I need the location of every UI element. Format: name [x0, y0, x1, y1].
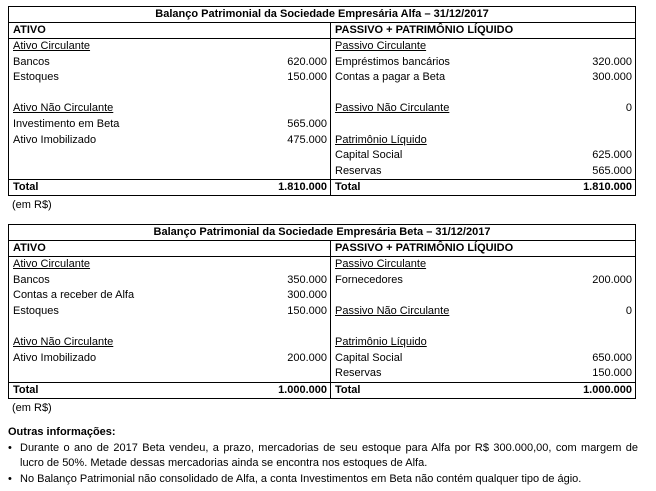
beta-passivo-nc-value: 0: [625, 304, 632, 317]
bullet-icon: •: [8, 472, 12, 485]
beta-fornecedores-value: 200.000: [592, 273, 632, 286]
alfa-emprestimos-row: [331, 55, 635, 71]
alfa-pl-label: Patrimônio Líquido: [335, 133, 427, 146]
alfa-reservas-label: Reservas: [335, 164, 382, 177]
alfa-title: Balanço Patrimonial da Sociedade Empresária Alfa – 31/12/2017: [9, 7, 635, 23]
beta-total-passivo-value: 1.000.000: [583, 383, 632, 396]
beta-capital-row: [331, 351, 635, 367]
beta-capital-label: Capital Social: [335, 351, 403, 364]
alfa-total-ativo-label: Total: [13, 181, 39, 194]
beta-contas-receber-value: 300.000: [287, 289, 327, 302]
alfa-total-row: [9, 179, 635, 195]
alfa-estoques-row: [9, 70, 330, 86]
alfa-capital-value: 625.000: [592, 149, 632, 162]
beta-contas-receber-row: [9, 288, 330, 304]
alfa-passivo-header: PASSIVO + PATRIMÔNIO LÍQUIDO: [335, 24, 514, 36]
alfa-investimento-label: Investimento em Beta: [13, 117, 120, 130]
alfa-contas-pagar-label: Contas a pagar a Beta: [335, 71, 446, 84]
balance-sheet-beta: [8, 224, 636, 399]
beta-reservas-label: Reservas: [335, 367, 382, 380]
alfa-bancos-label: Bancos: [13, 55, 50, 68]
alfa-total-passivo-label: Total: [335, 181, 361, 194]
beta-pl-label: Patrimônio Líquido: [335, 335, 427, 348]
beta-total-row: [9, 382, 635, 398]
alfa-passivo-column: [331, 39, 635, 179]
beta-fornecedores-label: Fornecedores: [335, 273, 403, 286]
alfa-capital-row: [331, 148, 635, 164]
bullet-icon: •: [8, 441, 12, 454]
alfa-passivo-circulante-label: Passivo Circulante: [335, 40, 427, 52]
beta-total-ativo-label: Total: [13, 383, 39, 396]
beta-passivo-header: PASSIVO + PATRIMÔNIO LÍQUIDO: [335, 242, 514, 254]
other-info-heading: Outras informações:: [8, 426, 116, 438]
alfa-passivo-nc-value: 0: [625, 102, 632, 115]
beta-passivo-nc-row: [331, 304, 635, 320]
alfa-passivo-nc-label: Passivo Não Circulante: [335, 102, 450, 115]
alfa-contas-pagar-row: [331, 70, 635, 86]
alfa-emprestimos-value: 320.000: [592, 55, 632, 68]
alfa-ativo-header: ATIVO: [9, 23, 331, 38]
beta-reservas-row: [331, 366, 635, 382]
alfa-imobilizado-value: 475.000: [287, 133, 327, 146]
beta-estoques-row: [9, 304, 330, 320]
alfa-unit-note: (em R$): [12, 199, 52, 211]
alfa-bancos-row: [9, 55, 330, 71]
beta-unit-note: (em R$): [12, 402, 52, 414]
beta-contas-receber-label: Contas a receber de Alfa: [13, 289, 135, 302]
alfa-ativo-nao-circulante-label: Ativo Não Circulante: [13, 102, 114, 115]
beta-capital-value: 650.000: [592, 351, 632, 364]
beta-bancos-value: 350.000: [287, 273, 327, 286]
beta-total-ativo-value: 1.000.000: [278, 383, 327, 396]
other-info-item-1: [8, 441, 638, 472]
alfa-bancos-value: 620.000: [287, 55, 327, 68]
alfa-estoques-value: 150.000: [287, 71, 327, 84]
alfa-ativo-column: [9, 39, 331, 179]
alfa-body: [9, 39, 635, 179]
beta-estoques-label: Estoques: [13, 304, 59, 317]
beta-fornecedores-row: [331, 273, 635, 289]
beta-passivo-circulante-label: Passivo Circulante: [335, 258, 427, 270]
other-info-item-1-text: Durante o ano de 2017 Beta vendeu, a prazo, mercadorias de seu estoque para Alfa por R$ 300.000,00, com margem de lucro de 50%. Metade dessas mercadorias ainda se encontra nos estoques de Alfa.: [20, 441, 638, 469]
alfa-header-row: [9, 23, 635, 39]
beta-imobilizado-label: Ativo Imobilizado: [13, 351, 97, 364]
alfa-ativo-circulante-label: Ativo Circulante: [13, 40, 91, 52]
alfa-imobilizado-row: [9, 133, 330, 149]
other-info-item-2-text: No Balanço Patrimonial não consolidado de Alfa, a conta Investimentos em Beta não contém qualquer tipo de ágio.: [20, 472, 582, 485]
alfa-total-ativo-value: 1.810.000: [278, 181, 327, 194]
alfa-reservas-value: 565.000: [592, 164, 632, 177]
alfa-investimento-row: [9, 117, 330, 133]
alfa-emprestimos-label: Empréstimos bancários: [335, 55, 450, 68]
alfa-estoques-label: Estoques: [13, 71, 59, 84]
balance-sheet-alfa: [8, 6, 636, 196]
beta-title: Balanço Patrimonial da Sociedade Empresária Beta – 31/12/2017: [9, 225, 635, 241]
alfa-imobilizado-label: Ativo Imobilizado: [13, 133, 97, 146]
beta-bancos-label: Bancos: [13, 273, 50, 286]
alfa-total-passivo-value: 1.810.000: [583, 181, 632, 194]
alfa-capital-label: Capital Social: [335, 149, 403, 162]
beta-total-passivo-label: Total: [335, 383, 361, 396]
alfa-passivo-nc-row: [331, 101, 635, 117]
beta-body: [9, 257, 635, 382]
alfa-investimento-value: 565.000: [287, 117, 327, 130]
beta-reservas-value: 150.000: [592, 367, 632, 380]
beta-imobilizado-value: 200.000: [287, 351, 327, 364]
other-info: [8, 425, 638, 487]
beta-header-row: [9, 241, 635, 257]
alfa-contas-pagar-value: 300.000: [592, 71, 632, 84]
other-info-item-2: [8, 472, 638, 488]
beta-ativo-column: [9, 257, 331, 382]
beta-passivo-column: [331, 257, 635, 382]
beta-estoques-value: 150.000: [287, 304, 327, 317]
beta-bancos-row: [9, 273, 330, 289]
beta-passivo-nc-label: Passivo Não Circulante: [335, 304, 450, 317]
beta-ativo-circulante-label: Ativo Circulante: [13, 258, 91, 270]
beta-ativo-nao-circulante-label: Ativo Não Circulante: [13, 335, 114, 348]
beta-imobilizado-row: [9, 351, 330, 367]
alfa-reservas-row: [331, 164, 635, 180]
beta-ativo-header: ATIVO: [9, 241, 331, 256]
